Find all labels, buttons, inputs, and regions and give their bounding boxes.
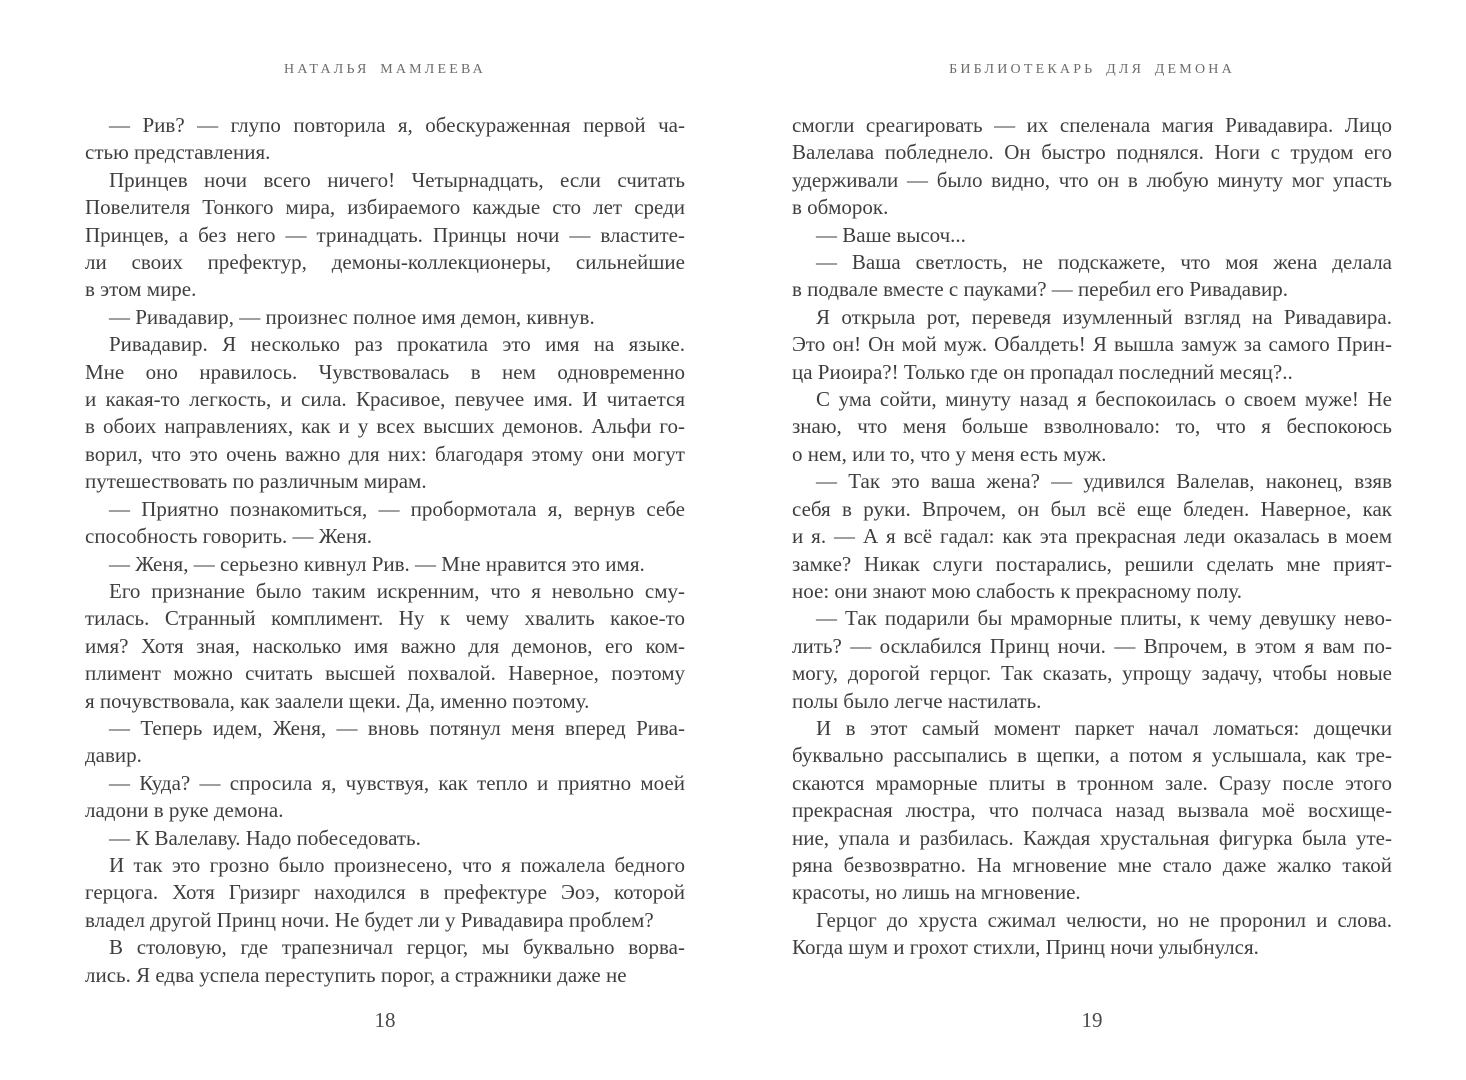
- text-line: имя? Хотя зная, насколько имя важно для демонов, его ком-: [85, 633, 685, 658]
- page-left: [85, 0, 685, 1080]
- text-line: и какая-то легкость, и сила. Красивое, певучее имя. И читается: [85, 387, 685, 412]
- text-line: прекрасная люстра, что полчаса назад вызвала моё восхище-: [792, 798, 1392, 823]
- text-line: — К Валелаву. Надо побеседовать.: [109, 825, 421, 850]
- text-line: — Приятно познакомиться, — пробормотала я, вернув себе: [109, 496, 685, 521]
- text-line: ряна безвозвратно. На мгновение мне стало даже жалко такой: [792, 852, 1392, 877]
- text-line: ли своих префектур, демоны-коллекционеры, сильнейшие: [85, 250, 685, 275]
- text-line: Когда шум и грохот стихли, Принц ночи улыбнулся.: [792, 935, 1259, 960]
- text-line: Повелителя Тонкого мира, избираемого каждые сто лет среди: [85, 195, 685, 220]
- text-line: тилась. Странный комплимент. Ну к чему хвалить какое-то: [85, 606, 685, 631]
- text-line: Это он! Он мой муж. Обалдеть! Я вышла замуж за самого Прин-: [792, 332, 1392, 357]
- text-line: могу, дорогой герцог. Так сказать, упрощу задачу, чтобы новые: [792, 661, 1392, 686]
- text-line: удерживали — было видно, что он в любую минуту мог упасть: [792, 167, 1392, 192]
- text-line: смогли среагировать — их спеленала магия Ривадавира. Лицо: [792, 113, 1392, 137]
- text-line: ладони в руке демона.: [85, 798, 284, 823]
- text-line: И так это грозно было произнесено, что я пожалела бедного: [109, 852, 685, 877]
- text-line: И в этот самый момент паркет начал ломаться: дощечки: [816, 715, 1392, 740]
- text-line: лись. Я едва успела переступить порог, а стражники даже не: [85, 962, 627, 987]
- text-line: себя в руки. Впрочем, он был всё еще бледен. Наверное, как: [792, 496, 1392, 521]
- text-line: способность говорить. — Женя.: [85, 524, 372, 549]
- text-line: Принцев, а без него — тринадцать. Принцы ночи — властите-: [85, 222, 685, 247]
- text-line: полы было легче настилать.: [792, 688, 1042, 713]
- text-line: Ривадавир. Я несколько раз прокатила это имя на языке.: [109, 332, 685, 357]
- text-line: скаются мраморные плиты в тронном зале. Сразу после этого: [792, 770, 1392, 795]
- text-line: — Теперь идем, Женя, — вновь потянул меня вперед Рива-: [109, 715, 685, 740]
- text-line: я почувствовала, как заалели щеки. Да, именно поэтому.: [85, 688, 590, 713]
- text-line: ца Риоира?! Только где он пропадал последний месяц?..: [792, 359, 1293, 384]
- text-line: — Так подарили бы мраморные плиты, к чему девушку нево-: [816, 606, 1392, 631]
- page-left-text: [85, 112, 685, 989]
- text-line: о нем, или то, что у меня есть муж.: [792, 441, 1107, 466]
- running-head-author: НАТАЛЬЯ МАМЛЕЕВА: [284, 62, 486, 77]
- text-line: — Куда? — спросила я, чувствуя, как тепло и приятно моей: [109, 770, 685, 795]
- text-line: плимент можно считать высшей похвалой. Наверное, поэтому: [85, 661, 685, 686]
- text-line: — Ваше высоч...: [816, 222, 966, 247]
- text-line: замке? Никак слуги постарались, решили сделать мне прият-: [792, 551, 1392, 576]
- text-line: владел другой Принц ночи. Не будет ли у Ривадавира проблем?: [85, 907, 654, 932]
- text-line: — Рив? — глупо повторила я, обескураженная первой ча-: [109, 113, 685, 137]
- text-line: ние, упала и разбилась. Каждая хрустальная фигурка была уте-: [792, 825, 1392, 850]
- text-line: давир.: [85, 743, 142, 768]
- text-line: стью представления.: [85, 140, 271, 165]
- text-line: в обоих направлениях, как и у всех высших демонов. Альфи го-: [85, 414, 685, 439]
- text-line: — Женя, — серьезно кивнул Рив. — Мне нравится это имя.: [109, 551, 645, 576]
- page-number-right: 19: [1081, 1008, 1103, 1032]
- text-line: герцога. Хотя Гризирг находился в префектуре Эоэ, которой: [85, 880, 685, 905]
- text-line: — Ваша светлость, не подскажете, что моя жена делала: [816, 250, 1392, 275]
- text-line: С ума сойти, минуту назад я беспокоилась о своем муже! Не: [816, 387, 1392, 412]
- text-line: в обморок.: [792, 195, 889, 220]
- running-head-title: БИБЛИОТЕКАРЬ ДЛЯ ДЕМОНА: [949, 62, 1235, 77]
- text-line: лить? — осклабился Принц ночи. — Впрочем, в этом я вам по-: [792, 633, 1392, 658]
- text-line: Валелава побледнело. Он быстро поднялся. Ноги с трудом его: [792, 140, 1392, 165]
- text-line: Мне оно нравилось. Чувствовалась в нем одновременно: [85, 359, 685, 384]
- page-number-left: 18: [374, 1008, 396, 1032]
- text-line: — Ривадавир, — произнес полное имя демон, кивнув.: [109, 304, 595, 329]
- text-line: в подвале вместе с пауками? — перебил его Ривадавир.: [792, 277, 1289, 302]
- text-line: знаю, что меня больше взволновало: то, что я беспокоюсь: [792, 414, 1392, 439]
- text-line: В столовую, где трапезничал герцог, мы буквально ворва-: [109, 935, 685, 960]
- text-line: Герцог до хруста сжимал челюсти, но не проронил и слова.: [816, 907, 1392, 932]
- page-right: [792, 0, 1392, 1080]
- text-line: ное: они знают мою слабость к прекрасному полу.: [792, 578, 1243, 603]
- text-line: — Так это ваша жена? — удивился Валелав, наконец, взяв: [816, 469, 1392, 494]
- text-line: Его признание было таким искренним, что я невольно сму-: [109, 578, 685, 603]
- text-line: красоты, но лишь на мгновение.: [792, 880, 1081, 905]
- text-line: путешествовать по различным мирам.: [85, 469, 427, 494]
- text-line: Я открыла рот, переведя изумленный взгляд на Ривадавира.: [816, 304, 1392, 329]
- page-right-text: [792, 112, 1392, 962]
- text-line: в этом мире.: [85, 277, 197, 302]
- text-line: Принцев ночи всего ничего! Четырнадцать, если считать: [109, 167, 685, 192]
- text-line: ворил, что это очень важно для них: благодаря этому они могут: [85, 441, 685, 466]
- text-line: и я. — А я всё гадал: как эта прекрасная леди оказалась в моем: [792, 524, 1392, 549]
- text-line: буквально рассыпались в щепки, а потом я услышала, как тре-: [792, 743, 1392, 768]
